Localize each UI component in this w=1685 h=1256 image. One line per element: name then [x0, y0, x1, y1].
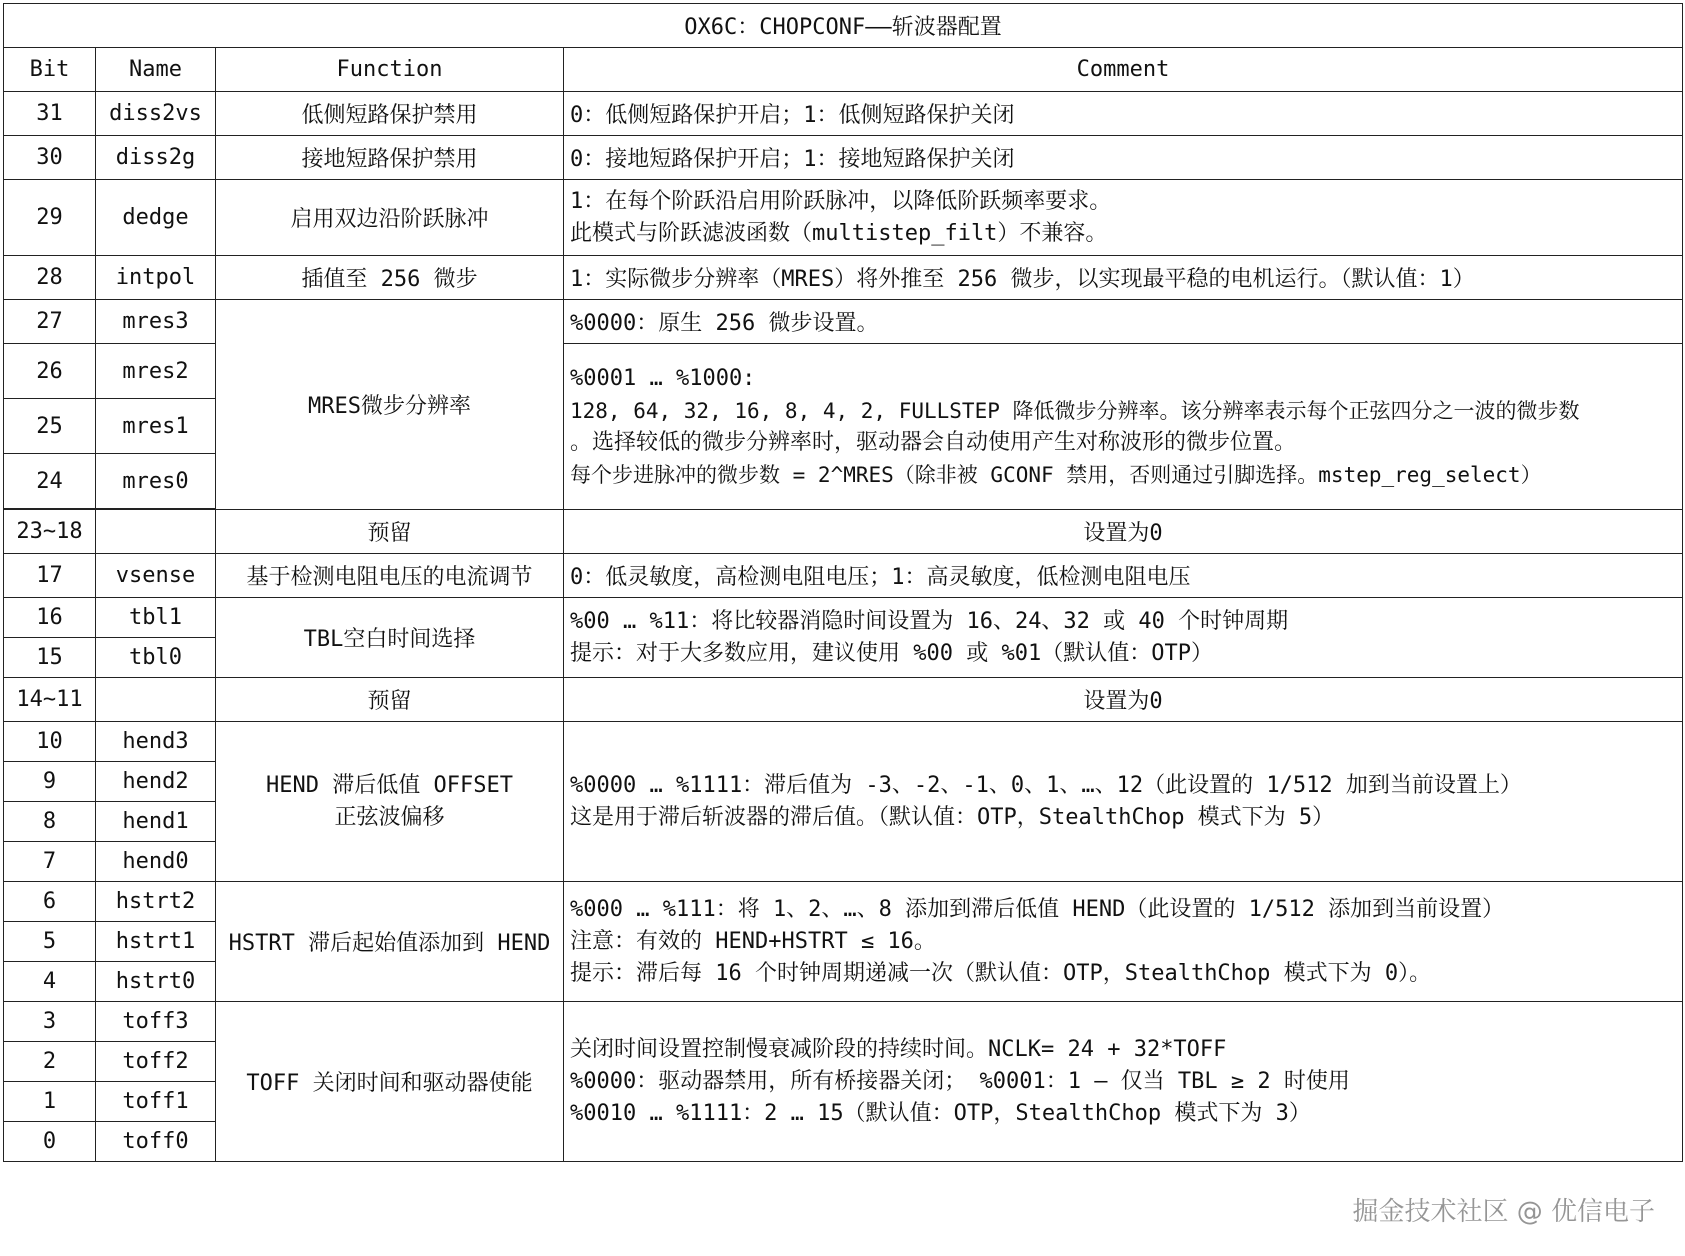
comment-line: 。选择较低的微步分辨率时，驱动器会自动使用产生对称波形的微步位置。 [570, 429, 1297, 455]
comment-line: %0001 … %1000: [570, 365, 756, 391]
function-cell: 低侧短路保护禁用 [216, 92, 564, 136]
name-cell: hend3 [96, 722, 216, 762]
name-cell: hend0 [96, 842, 216, 882]
function-line: HEND 滞后低值 OFFSET [266, 772, 513, 798]
name-cell: hstrt2 [96, 882, 216, 922]
name-cell: hstrt0 [96, 962, 216, 1002]
name-cell: toff2 [96, 1042, 216, 1082]
function-cell: 预留 [216, 678, 564, 722]
watermark: 掘金技术社区 @ 优信电子 [1352, 1197, 1655, 1227]
register-table [3, 3, 1683, 1162]
name-cell: mres3 [96, 300, 216, 344]
bit-cell: 7 [4, 842, 96, 882]
comment-line: 128, 64, 32, 16, 8, 4, 2, FULLSTEP 降低微步分辨率。该分辨率表示每个正弦四分之一波的微步数 [570, 398, 1580, 423]
function-cell: 启用双边沿阶跃脉冲 [216, 180, 564, 256]
name-cell: hend1 [96, 802, 216, 842]
comment-line: 此模式与阶跃滤波函数（multistep_filt）不兼容。 [570, 220, 1108, 246]
comment-line: 提示：对于大多数应用，建议使用 %00 或 %01（默认值：OTP） [570, 640, 1213, 666]
comment-cell: 0：低灵敏度，高检测电阻电压；1：高灵敏度，低检测电阻电压 [564, 554, 1683, 598]
table-row [4, 598, 1683, 638]
comment-line: %0010 … %1111：2 … 15（默认值：OTP，StealthChop 模式下为 3） [570, 1100, 1311, 1126]
table-row [4, 510, 1683, 554]
comment-cell [564, 722, 1683, 882]
bit-cell: 25 [4, 399, 96, 454]
bit-cell: 10 [4, 722, 96, 762]
table-title: OX6C：CHOPCONF——斩波器配置 [4, 4, 1683, 48]
table-row [4, 678, 1683, 722]
bit-cell: 2 [4, 1042, 96, 1082]
table-row [4, 92, 1683, 136]
table-row [4, 300, 1683, 344]
table-row [4, 882, 1683, 922]
function-cell: MRES微步分辨率 [216, 300, 564, 510]
name-cell: tbl0 [96, 638, 216, 678]
bit-cell: 16 [4, 598, 96, 638]
bit-cell: 15 [4, 638, 96, 678]
comment-cell [564, 598, 1683, 678]
comment-line: 1：在每个阶跃沿启用阶跃脉冲，以降低阶跃频率要求。 [570, 188, 1112, 214]
name-cell: toff1 [96, 1082, 216, 1122]
name-cell: hend2 [96, 762, 216, 802]
name-cell: hstrt1 [96, 922, 216, 962]
bit-cell: 0 [4, 1122, 96, 1162]
comment-cell: 设置为0 [564, 510, 1683, 554]
comment-line: 每个步进脉冲的微步数 = 2^MRES（除非被 GCONF 禁用，否则通过引脚选择。mstep_reg_select） [570, 462, 1542, 487]
function-cell: TOFF 关闭时间和驱动器使能 [216, 1002, 564, 1162]
comment-cell: 1：实际微步分辨率（MRES）将外推至 256 微步，以实现最平稳的电机运行。（默认值：1） [564, 256, 1683, 300]
name-cell: diss2g [96, 136, 216, 180]
header-name: Name [96, 48, 216, 92]
bit-cell: 17 [4, 554, 96, 598]
table-row [4, 256, 1683, 300]
name-cell: toff3 [96, 1002, 216, 1042]
function-cell: HSTRT 滞后起始值添加到 HEND [216, 882, 564, 1002]
header-function: Function [216, 48, 564, 92]
comment-line: %0000：驱动器禁用，所有桥接器关闭； %0001：1 – 仅当 TBL ≥ 2 时使用 [570, 1068, 1350, 1094]
bit-cell: 28 [4, 256, 96, 300]
table-row [4, 136, 1683, 180]
comment-line: 注意：有效的 HEND+HSTRT ≤ 16。 [570, 928, 936, 954]
function-cell: 接地短路保护禁用 [216, 136, 564, 180]
bit-cell: 6 [4, 882, 96, 922]
comment-line: %0000 … %1111：滞后值为 -3、-2、-1、0、1、…、12（此设置的 1/512 加到当前设置上） [570, 772, 1522, 798]
bit-cell: 24 [4, 454, 96, 509]
table-row [4, 1002, 1683, 1042]
name-cell: mres1 [96, 399, 216, 454]
bit-cell: 9 [4, 762, 96, 802]
title-row [4, 4, 1683, 48]
name-cell [96, 510, 216, 554]
comment-cell: 0：低侧短路保护开启；1：低侧短路保护关闭 [564, 92, 1683, 136]
table-row [4, 180, 1683, 256]
bit-cell: 4 [4, 962, 96, 1002]
bit-cell: 3 [4, 1002, 96, 1042]
table-row [4, 722, 1683, 762]
bit-cell: 30 [4, 136, 96, 180]
comment-cell: %0000：原生 256 微步设置。 [564, 300, 1683, 344]
bit-cell: 31 [4, 92, 96, 136]
name-cell: vsense [96, 554, 216, 598]
name-cell [96, 678, 216, 722]
name-cell: mres0 [96, 454, 216, 509]
comment-cell [564, 344, 1683, 510]
comment-line: 这是用于滞后斩波器的滞后值。（默认值：OTP，StealthChop 模式下为 5） [570, 804, 1335, 830]
function-cell: 基于检测电阻电压的电流调节 [216, 554, 564, 598]
function-line: 正弦波偏移 [334, 804, 445, 830]
function-cell: 预留 [216, 510, 564, 554]
name-cell: toff0 [96, 1122, 216, 1162]
name-cell: mres2 [96, 344, 216, 399]
comment-cell [564, 1002, 1683, 1162]
bit-cell: 14~11 [4, 678, 96, 722]
comment-line: 提示：滞后每 16 个时钟周期递减一次（默认值：OTP，StealthChop 模式下为 0）。 [570, 960, 1432, 986]
name-cell: dedge [96, 180, 216, 256]
bit-cell: 5 [4, 922, 96, 962]
bit-cell: 29 [4, 180, 96, 256]
comment-cell: 0：接地短路保护开启；1：接地短路保护关闭 [564, 136, 1683, 180]
name-cell: tbl1 [96, 598, 216, 638]
comment-cell: 设置为0 [564, 678, 1683, 722]
function-cell: 插值至 256 微步 [216, 256, 564, 300]
bit-cell: 26 [4, 344, 96, 399]
bit-cell: 8 [4, 802, 96, 842]
bit-cell: 23~18 [4, 510, 96, 554]
table-row [4, 554, 1683, 598]
bit-cell: 27 [4, 300, 96, 344]
comment-line: %00 … %11：将比较器消隐时间设置为 16、24、32 或 40 个时钟周期 [570, 608, 1289, 634]
comment-cell [564, 882, 1683, 1002]
function-cell [216, 722, 564, 882]
comment-cell [564, 180, 1683, 256]
header-bit: Bit [4, 48, 96, 92]
name-cell: intpol [96, 256, 216, 300]
bit-cell: 1 [4, 1082, 96, 1122]
comment-line: %000 … %111：将 1、2、…、8 添加到滞后低值 HEND（此设置的 1/512 添加到当前设置） [570, 896, 1505, 922]
name-cell: diss2vs [96, 92, 216, 136]
function-cell: TBL空白时间选择 [216, 598, 564, 678]
header-comment: Comment [564, 48, 1683, 92]
comment-line: 关闭时间设置控制慢衰减阶段的持续时间。NCLK= 24 + 32*TOFF [570, 1036, 1227, 1062]
header-row [4, 48, 1683, 92]
